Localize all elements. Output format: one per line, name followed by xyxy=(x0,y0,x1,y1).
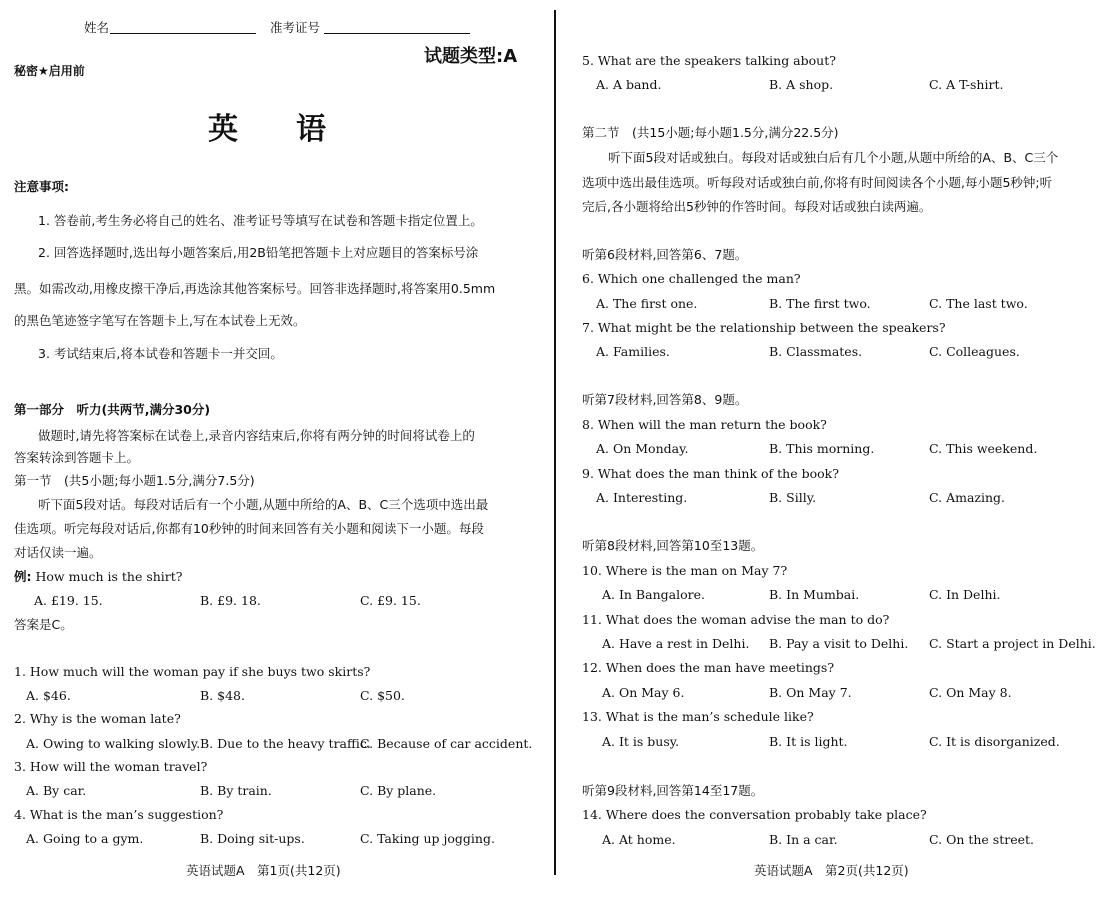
note-1: 1. 答卷前,考生务必将自己的姓名、准考证号等填写在试卷和答题卡指定位置上。 xyxy=(38,213,483,228)
option-c: C. The last two. xyxy=(929,296,1028,311)
option-c: C. Amazing. xyxy=(929,490,1006,505)
option-a: A. At home. xyxy=(602,832,676,847)
example-question-text: How much is the shirt? xyxy=(31,569,183,584)
option-c: C. Because of car accident. xyxy=(360,736,533,751)
example-answer: 答案是C。 xyxy=(14,617,73,632)
question-text: 1. How much will the woman pay if she buys two skirts? xyxy=(14,664,371,679)
secret-mark: 秘密★启用前 xyxy=(14,64,85,78)
part1-heading: 第一部分 听力(共两节,满分30分) xyxy=(14,402,211,417)
option-b: B. Due to the heavy traffic. xyxy=(200,736,371,751)
example-option-c: C. £9. 15. xyxy=(360,593,421,608)
example-option-b: B. £9. 18. xyxy=(200,593,261,608)
question-text: 4. What is the man’s suggestion? xyxy=(14,807,224,822)
option-c: C. Taking up jogging. xyxy=(360,831,495,846)
question-text: 3. How will the woman travel? xyxy=(14,759,208,774)
group-heading: 听第6段材料,回答第6、7题。 xyxy=(582,247,748,262)
option-b: B. This morning. xyxy=(769,441,875,456)
option-a: A. In Bangalore. xyxy=(602,587,705,602)
section2-instr-line3: 完后,各小题将给出5秒钟的作答时间。每段对话或独白读两遍。 xyxy=(582,199,932,214)
subject-title-char1: 英 xyxy=(208,112,239,147)
part1-intro-line2: 答案转涂到答题卡上。 xyxy=(14,450,140,465)
exam-id-label: 准考证号 xyxy=(270,20,321,35)
option-a: A. Have a rest in Delhi. xyxy=(602,636,750,651)
question-text: 9. What does the man think of the book? xyxy=(582,466,839,481)
option-a: A. On Monday. xyxy=(596,441,689,456)
exam-id-blank xyxy=(324,33,470,34)
section1-instr-line1: 听下面5段对话。每段对话后有一个小题,从题中所给的A、B、C三个选项中选出最 xyxy=(38,497,489,512)
option-b: B. In a car. xyxy=(769,832,838,847)
example-question xyxy=(14,569,183,585)
option-a: A. The first one. xyxy=(596,296,698,311)
option-a: A. Interesting. xyxy=(596,490,688,505)
option-b: B. $48. xyxy=(200,688,245,703)
group-heading: 听第7段材料,回答第8、9题。 xyxy=(582,392,748,407)
option-b: B. Pay a visit to Delhi. xyxy=(769,636,909,651)
option-b: B. Silly. xyxy=(769,490,817,505)
notes-heading: 注意事项: xyxy=(14,179,69,194)
example-option-a: A. £19. 15. xyxy=(34,593,103,608)
note-2-line1: 2. 回答选择题时,选出每小题答案后,用2B铅笔把答题卡上对应题目的答案标号涂 xyxy=(38,245,479,260)
section2-instr-line1: 听下面5段对话或独白。每段对话或独白后有几个小题,从题中所给的A、B、C三个 xyxy=(608,150,1059,165)
page-footer-right: 英语试题A 第2页(共12页) xyxy=(754,863,909,878)
option-c: C. On the street. xyxy=(929,832,1034,847)
section2-instr-line2: 选项中选出最佳选项。听每段对话或独白前,你将有时间阅读各个小题,每小题5秒钟;听 xyxy=(582,175,1053,190)
option-b: B. In Mumbai. xyxy=(769,587,860,602)
note-2-line3: 的黑色笔迹签字笔写在答题卡上,写在本试卷上无效。 xyxy=(14,313,306,328)
paper-type: 试题类型:A xyxy=(424,46,518,67)
option-b: B. On May 7. xyxy=(769,685,852,700)
option-b: B. It is light. xyxy=(769,734,848,749)
group-heading: 听第9段材料,回答第14至17题。 xyxy=(582,783,764,798)
option-a: A. On May 6. xyxy=(602,685,685,700)
option-a: A. Going to a gym. xyxy=(26,831,144,846)
option-a: A. It is busy. xyxy=(602,734,680,749)
option-a: A. A band. xyxy=(596,77,662,92)
option-c: C. Start a project in Delhi. xyxy=(929,636,1096,651)
option-b: B. By train. xyxy=(200,783,272,798)
option-c: C. It is disorganized. xyxy=(929,734,1060,749)
page-divider xyxy=(554,10,556,875)
example-label: 例: xyxy=(14,569,32,584)
question-text: 2. Why is the woman late? xyxy=(14,711,181,726)
section1-instr-line3: 对话仅读一遍。 xyxy=(14,545,102,560)
section1-heading: 第一节 (共5小题;每小题1.5分,满分7.5分) xyxy=(14,473,255,488)
option-c: C. On May 8. xyxy=(929,685,1012,700)
option-c: C. Colleagues. xyxy=(929,344,1020,359)
name-blank xyxy=(110,33,256,34)
option-c: C. This weekend. xyxy=(929,441,1038,456)
question-text: 13. What is the man’s schedule like? xyxy=(582,709,814,724)
question-text: 14. Where does the conversation probably take place? xyxy=(582,807,927,822)
question-text: 11. What does the woman advise the man to do? xyxy=(582,612,890,627)
option-c: C. A T-shirt. xyxy=(929,77,1004,92)
section2-heading: 第二节 (共15小题;每小题1.5分,满分22.5分) xyxy=(582,125,839,140)
option-a: A. $46. xyxy=(26,688,71,703)
question-text: 7. What might be the relationship between the speakers? xyxy=(582,320,946,335)
option-a: A. Owing to walking slowly. xyxy=(26,736,201,751)
part1-intro-line1: 做题时,请先将答案标在试卷上,录音内容结束后,你将有两分钟的时间将试卷上的 xyxy=(38,428,475,443)
option-c: C. In Delhi. xyxy=(929,587,1001,602)
option-a: A. By car. xyxy=(26,783,87,798)
group-heading: 听第8段材料,回答第10至13题。 xyxy=(582,538,764,553)
option-b: B. The first two. xyxy=(769,296,871,311)
page-footer-left: 英语试题A 第1页(共12页) xyxy=(186,863,341,878)
question-text: 12. When does the man have meetings? xyxy=(582,660,835,675)
section1-instr-line2: 佳选项。听完每段对话后,你都有10秒钟的时间来回答有关小题和阅读下一小题。每段 xyxy=(14,521,484,536)
option-b: B. A shop. xyxy=(769,77,834,92)
note-2-line2: 黑。如需改动,用橡皮擦干净后,再选涂其他答案标号。回答非选择题时,将答案用0.5mm xyxy=(14,281,496,296)
name-label: 姓名 xyxy=(84,20,110,35)
question-text: 6. Which one challenged the man? xyxy=(582,271,801,286)
option-c: C. By plane. xyxy=(360,783,437,798)
option-a: A. Families. xyxy=(596,344,670,359)
option-c: C. $50. xyxy=(360,688,405,703)
question-text: 8. When will the man return the book? xyxy=(582,417,827,432)
option-b: B. Doing sit-ups. xyxy=(200,831,305,846)
option-b: B. Classmates. xyxy=(769,344,863,359)
question-text: 10. Where is the man on May 7? xyxy=(582,563,788,578)
question-text: 5. What are the speakers talking about? xyxy=(582,53,836,68)
subject-title-char2: 语 xyxy=(296,112,327,147)
note-3: 3. 考试结束后,将本试卷和答题卡一并交回。 xyxy=(38,346,283,361)
